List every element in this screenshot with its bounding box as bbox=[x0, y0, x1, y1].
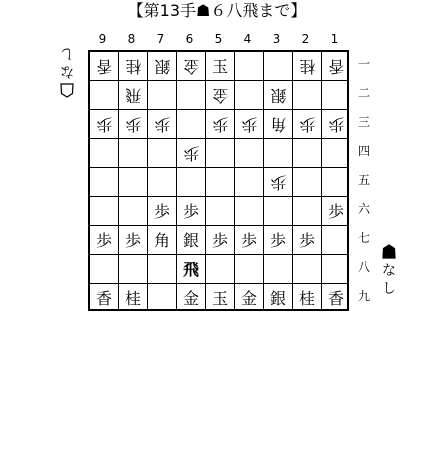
sente-piece-5-7: 歩 bbox=[211, 230, 228, 250]
sente-piece-7-7: 角 bbox=[153, 230, 170, 250]
sente-hand-label: なし bbox=[382, 263, 396, 297]
rank-labels bbox=[351, 50, 377, 311]
rank-label-2: 二 bbox=[357, 86, 370, 100]
gote-piece-3-3: 角 bbox=[270, 114, 287, 134]
sente-piece-1-6: 歩 bbox=[327, 201, 344, 221]
gote-piece-8-3: 歩 bbox=[125, 114, 142, 134]
sente-piece-8-9: 桂 bbox=[124, 288, 141, 308]
gote-piece-7-3: 歩 bbox=[154, 114, 171, 134]
sente-piece-6-7: 銀 bbox=[182, 230, 199, 250]
gote-piece-5-2: 金 bbox=[212, 85, 229, 105]
gote-piece-1-1: 香 bbox=[328, 56, 345, 76]
gote-piece-7-1: 銀 bbox=[154, 56, 171, 76]
gote-piece-2-1: 桂 bbox=[299, 56, 316, 76]
sente-hand bbox=[378, 244, 400, 298]
sente-piece-2-7: 歩 bbox=[298, 230, 315, 250]
sente-piece-9-7: 歩 bbox=[95, 230, 112, 250]
rank-label-5: 五 bbox=[357, 173, 370, 187]
rank-label-4: 四 bbox=[357, 144, 370, 158]
gote-hand-label: なし bbox=[60, 45, 74, 79]
sente-piece-6-6: 歩 bbox=[182, 201, 199, 221]
file-label-2: 2 bbox=[301, 32, 310, 46]
sente-piece-5-1: 玉 bbox=[211, 56, 228, 76]
gote-piece-8-2: 飛 bbox=[125, 85, 142, 105]
sente-piece-7-6: 歩 bbox=[153, 201, 170, 221]
file-label-3: 3 bbox=[272, 32, 281, 46]
sente-piece-9-9: 香 bbox=[95, 288, 112, 308]
rank-label-3: 三 bbox=[357, 115, 370, 129]
shogi-board bbox=[88, 50, 349, 311]
sente-piece-4-7: 歩 bbox=[240, 230, 257, 250]
file-label-1: 1 bbox=[330, 32, 339, 46]
sente-piece-4-9: 金 bbox=[240, 288, 257, 308]
gote-piece-2-3: 歩 bbox=[299, 114, 316, 134]
gote-piece-6-1: 金 bbox=[183, 56, 200, 76]
gote-piece-9-1: 香 bbox=[96, 56, 113, 76]
file-label-4: 4 bbox=[243, 32, 252, 46]
file-label-6: 6 bbox=[185, 32, 194, 46]
gote-piece-8-1: 桂 bbox=[125, 56, 142, 76]
gote-hand bbox=[56, 44, 78, 98]
sente-piece-6-9: 金 bbox=[182, 288, 199, 308]
file-label-9: 9 bbox=[98, 32, 107, 46]
sente-turn-icon bbox=[382, 244, 396, 259]
sente-piece-3-7: 歩 bbox=[269, 230, 286, 250]
gote-piece-6-4: 歩 bbox=[183, 143, 200, 163]
gote-turn-icon bbox=[60, 83, 74, 98]
file-labels bbox=[88, 30, 349, 48]
gote-piece-9-3: 歩 bbox=[96, 114, 113, 134]
gote-piece-3-5: 歩 bbox=[270, 172, 287, 192]
sente-piece-6-8: 飛 bbox=[182, 259, 199, 279]
gote-piece-4-3: 歩 bbox=[241, 114, 258, 134]
sente-piece-2-9: 桂 bbox=[298, 288, 315, 308]
gote-piece-5-3: 歩 bbox=[212, 114, 229, 134]
sente-piece-8-7: 歩 bbox=[124, 230, 141, 250]
move-title: 【第13手☗６八飛まで】 bbox=[127, 1, 307, 20]
sente-piece-5-9: 玉 bbox=[211, 288, 228, 308]
file-label-7: 7 bbox=[156, 32, 165, 46]
rank-label-8: 八 bbox=[357, 260, 370, 274]
sente-piece-3-9: 銀 bbox=[269, 288, 286, 308]
gote-piece-3-2: 銀 bbox=[270, 85, 287, 105]
gote-piece-1-3: 歩 bbox=[328, 114, 345, 134]
sente-piece-1-9: 香 bbox=[327, 288, 344, 308]
file-label-5: 5 bbox=[214, 32, 223, 46]
file-label-8: 8 bbox=[127, 32, 136, 46]
rank-label-9: 九 bbox=[357, 289, 370, 303]
rank-label-6: 六 bbox=[357, 202, 370, 216]
rank-label-7: 七 bbox=[357, 231, 370, 245]
rank-label-1: 一 bbox=[357, 57, 370, 71]
